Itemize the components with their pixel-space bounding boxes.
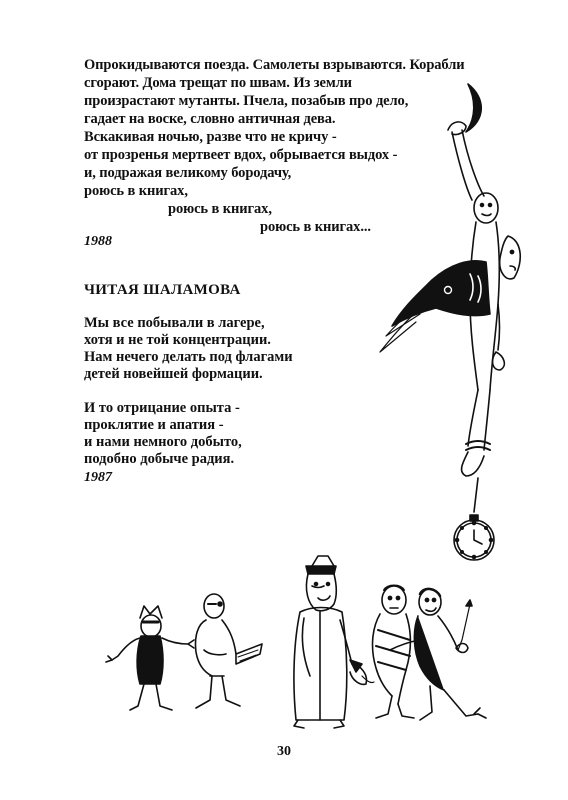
poem-2-line: подобно добыче радия. — [84, 451, 235, 467]
poem-1-line: роюсь в книгах, — [168, 201, 272, 217]
poem-1-line: сгорают. Дома трещат по швам. Из земли — [84, 75, 352, 91]
poem-2-line: Мы все побывали в лагере, — [84, 315, 265, 331]
page-number: 30 — [277, 744, 291, 759]
poem-1-line: роюсь в книгах, — [84, 183, 188, 199]
poem-2-title: ЧИТАЯ ШАЛАМОВА — [84, 282, 241, 298]
poem-1-line: произрастают мутанты. Пчела, позабыв про дело, — [84, 93, 409, 109]
gesturing-figure — [106, 606, 194, 710]
reading-figure — [195, 594, 262, 708]
poem-2-year: 1987 — [84, 470, 112, 485]
escorting-figures — [373, 586, 486, 721]
poem-1-line: Вскакивая ночью, разве что не кричу - — [84, 129, 337, 145]
poem-2-line: и нами немного добыто, — [84, 434, 242, 450]
poem-2-line: детей новейшей формации. — [84, 366, 263, 382]
poem-2-line: хотя и не той концентрации. — [84, 332, 271, 348]
poem-1-line: роюсь в книгах... — [260, 219, 371, 235]
poem-1-line: гадает на воске, словно античная дева. — [84, 111, 336, 127]
poem-2-line: Нам нечего делать под флагами — [84, 349, 293, 365]
poem-2-line: И то отрицание опыта - — [84, 400, 240, 416]
poem-1-line: и, подражая великому бородачу, — [84, 165, 292, 181]
poem-1-line: от прозренья мертвеет вдох, обрывается выдох - — [84, 147, 398, 163]
guard-figure — [294, 556, 374, 728]
poem-2-line: проклятие и апатия - — [84, 417, 224, 433]
poem-1-line: Опрокидываются поезда. Самолеты взрываются. Корабли — [84, 57, 465, 73]
poem-1-year: 1988 — [84, 234, 112, 249]
